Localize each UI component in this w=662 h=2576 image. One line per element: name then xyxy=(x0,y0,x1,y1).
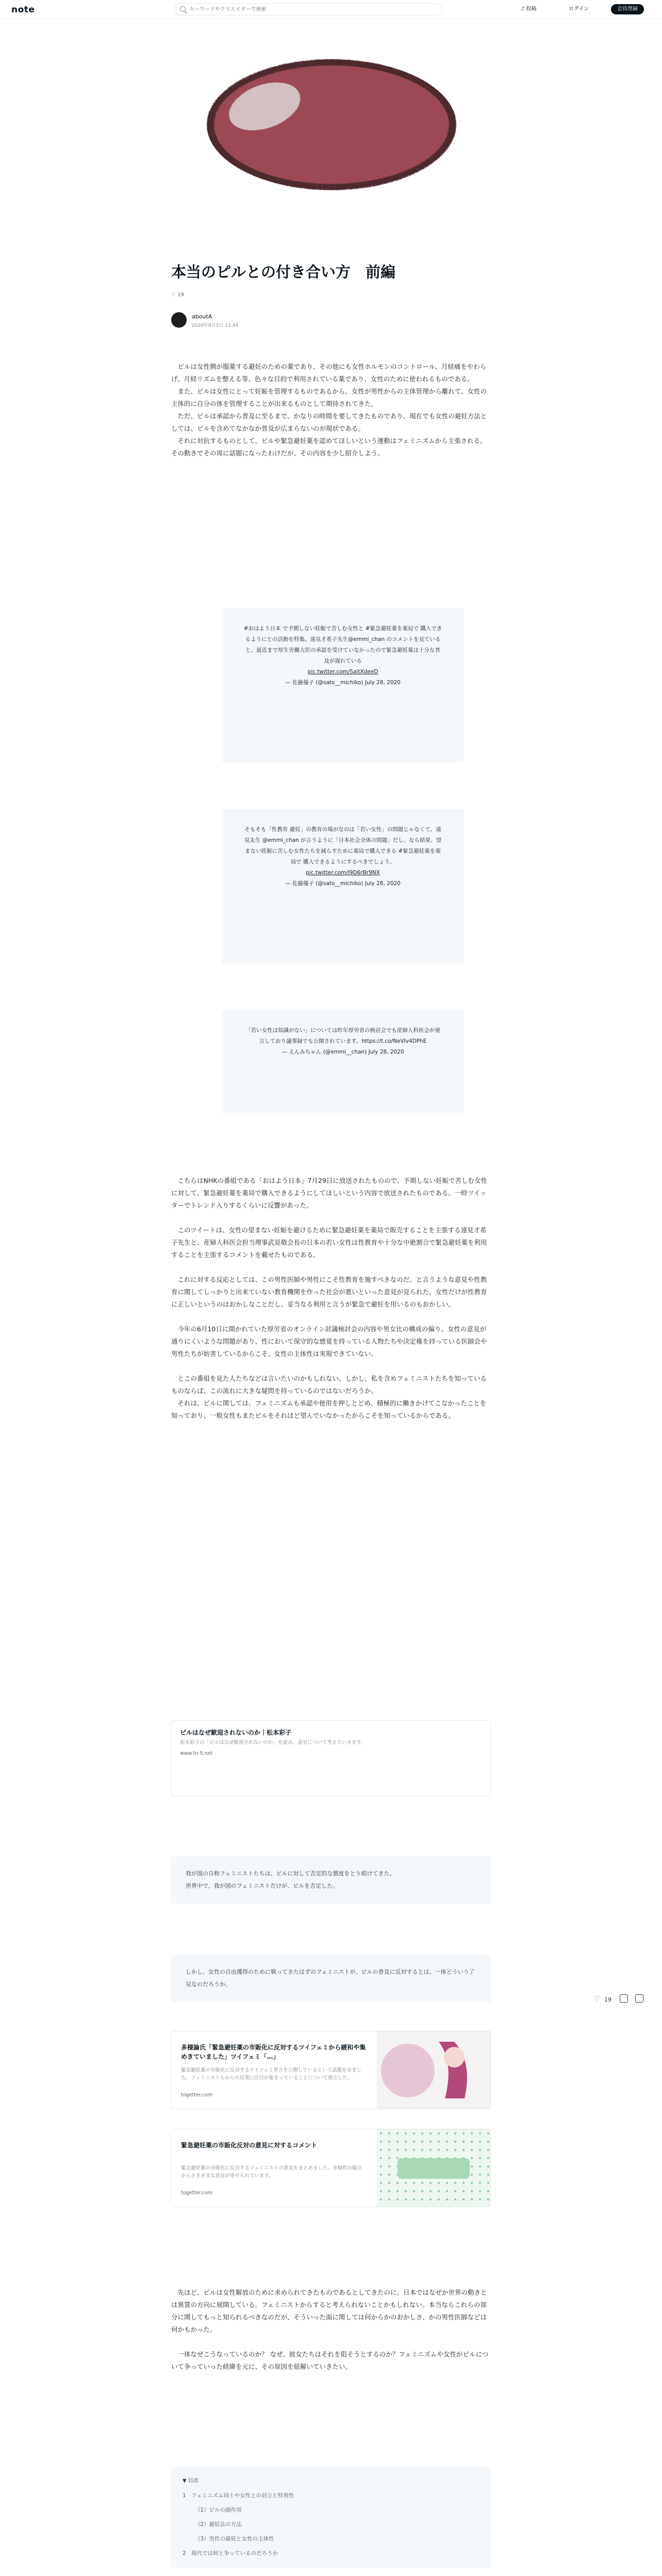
paragraph: 先ほど、ピルは女性解放のために求められてきたものであるとしてきたのに、日本ではなぜか世界の動きとは異質の方向に展開している。フェミニストからすると考えられないことかもしれない。本当ならこれらの部分に関してもっと知られるべきなのだが、そういった面に関しては何からかのおかしさ、かの男性医師などは何かもかった。 xyxy=(171,2289,487,2333)
like-count: 19 xyxy=(604,1996,611,2003)
card-desc: 緊急避妊薬の市販化に反対するフェミニストの意見をまとめました。多様性の観点からさまざまな意見が寄せられています。 xyxy=(181,2165,362,2179)
tweet-text: #おはよう日本 で予期しない妊娠で苦しむ女性と #緊急避妊薬を薬局で 購入できるようにとの活動を特集。遠見才希子先生@emmi_chan のコメントを見ていると、最近まで厚生労働大臣の承認を受けていなかったので緊急避妊薬は十分な普及が遅れている xyxy=(243,625,442,664)
card-url: www.tn-5.net xyxy=(180,1751,213,1756)
search-box[interactable] xyxy=(174,3,442,15)
toc-item[interactable]: 2 現代では何と争っているのだろうか xyxy=(183,2550,278,2556)
body-text xyxy=(171,2286,491,2373)
paragraph: これに対する反応としては、この男性医師や男性にこそ性教育を施すべきなのだ、と言うような意見や性教育に関してしっかりと出来ていない教育機関を作った社会が悪いといった意見が見られた。女性だけが性教育に正しいというのはおかしなことだし、妥当なる利用と言うが緊急で避妊を用いるのもおかしい。 xyxy=(171,1276,487,1308)
table-of-contents xyxy=(171,2467,491,2568)
more-icon[interactable] xyxy=(635,1994,643,2003)
publish-date: 2020年8月5日 12:44 xyxy=(192,323,239,328)
share-icon[interactable] xyxy=(620,1994,628,2003)
paragraph: 今年の6月10日に開かれていた厚労省のオンライン討議検討会の内容や男女比の構成の偏り、女性の意見が通りにくいような問題があり、性において保守的な感覚を持っている人物たちや決定権を持っている医師会や男性たちが妨害しているからこそ、女性の主体性は実現できていない。 xyxy=(171,1325,487,1358)
card-thumbnail xyxy=(377,2031,490,2109)
body-text xyxy=(171,1175,491,1422)
paragraph: それに対抗するものとして、ピルや緊急避妊薬を認めてほしいという運動はフェミニズムから主張される。その動きでその周に話題になったわけだが、その内容を少し紹介しよう。 xyxy=(171,437,487,457)
site-header xyxy=(0,0,662,19)
pill-illustration xyxy=(0,19,662,235)
link-card[interactable] xyxy=(171,2129,491,2207)
card-url: togetter.com xyxy=(181,2190,213,2196)
author-name[interactable]: aboutA xyxy=(192,313,212,320)
intro-text xyxy=(171,361,491,460)
like-count-top[interactable]: ♡ 19 xyxy=(171,292,184,298)
card-title: 多様論氏「緊急避妊薬の市販化に反対するツイフェミから緩和や集めきていました」ツイフェミ「…」 xyxy=(181,2044,366,2060)
note-logo[interactable]: note xyxy=(11,5,35,15)
paragraph: ただ、ピルは承認から普及に至るまで、かなりの時間を要してきたものであり、現在でも女性の避妊方法としては、ピルを含めてなかなか普及が広まらないのが現状である。 xyxy=(171,412,487,432)
avatar[interactable] xyxy=(171,312,187,328)
tweet-embed xyxy=(222,608,464,762)
link-card[interactable] xyxy=(171,1720,491,1797)
search-icon xyxy=(180,6,186,12)
paragraph: また、ピルは女性にとって妊娠を管理するものであるから、女性が男性からの主体管理から離れて、女性の主体的に自分の体を管理することが出来るものとして期待されてきた。 xyxy=(171,387,487,408)
card-title: 緊急避妊薬の市販化反対の意見に対するコメント xyxy=(181,2142,318,2149)
quote-block xyxy=(171,1955,491,2002)
card-title: ピルはなぜ歓迎されないのか｜松本彩子 xyxy=(180,1729,292,1736)
tweet-link[interactable]: pic.twitter.com/l9D6rBr9NX xyxy=(306,870,380,876)
heart-icon[interactable]: ♡ xyxy=(594,1995,601,2003)
tweet-link[interactable]: pic.twitter.com/SaitXdeeD xyxy=(307,669,378,675)
card-desc: 緊急避妊薬の市販化に反対するツイフェミ発言を公開しているという話題を見ました。フェミニストらからの反発に注目が集まっていることについて発言した。 xyxy=(181,2067,362,2081)
article-title: 本当のピルとの付き合い方 前編 xyxy=(171,263,396,281)
search-input[interactable] xyxy=(189,5,437,13)
post-button[interactable]: ♪ 投稿 xyxy=(521,6,537,12)
quote-text: 我が国の自称フェミニストたちは、ピルに対して否定的な態度をとり続けてきた。 xyxy=(186,1870,395,1877)
card-thumbnail xyxy=(377,2129,490,2207)
login-button[interactable]: ログイン xyxy=(569,6,589,12)
quote-block xyxy=(171,1856,491,1904)
signup-button[interactable]: 会員登録 xyxy=(611,4,644,14)
paragraph: このツイートは、女性の望まない妊娠を避けるために緊急避妊薬を薬局で販売することを主張する遠見才希子先生と、産婦人科医会担当理事武見敬会長の日本の若い女性は性教育や十分な中絶割合で緊急避妊薬を利用することを主張するコメントを載せたものである。 xyxy=(171,1226,487,1259)
quote-text: 世界中で、我が国のフェミニストだけが、ピルを否定した。 xyxy=(186,1883,339,1889)
paragraph: ピルは女性側が服薬する避妊のための薬であり、その他にも女性ホルモンのコントロール、月経痛をやわらげ、月経リズムを整える等、色々な目的で利用されている薬であり、女性のために使われるものである。 xyxy=(171,363,487,383)
tweet-embed xyxy=(222,1010,464,1113)
paragraph: それは、ピルに関しては、フェミニズムも承認や使用を押しとどめ、積極的に働きかけてこなかったことを知っており、一般女性もまたピルをそれほど望んでいなかったからこそを知っているからである。 xyxy=(171,1399,487,1419)
paragraph: 一体なぜこうなっているのか？ なぜ、彼女たちはそれを阻そうとするのか？フェミニズムや女性がピルについて争っていった経緯を元に、その原因を紐解いていきたい。 xyxy=(171,2350,489,2370)
toc-item[interactable]: （3）男性の避妊と女性の主体性 xyxy=(195,2536,274,2542)
tweet-text: そもそも「性教育 避妊」の教育の場がなのは「若い女性」の問題じゃなくて、遠見先生 @emmi_chan が言うように「日本社会全体の問題」だし、なら結果、望まない妊娠に苦しむ女性たちを減らすために薬局で購入できる #緊急避妊薬を薬局で 購入できるようにするべきでしょう。 xyxy=(244,826,442,865)
quote-text: しかし、女性の自由獲得のために戦ってきたはずのフェミニストが、ピルの普及に反対するとは、一体どういう了見なのだろうか。 xyxy=(186,1969,475,1988)
tweet-sign: — えんみちゃん (@emmi__chan) July 28, 2020 xyxy=(282,1049,404,1055)
paragraph: こちらはNHKの番組である「おはよう日本」7月29日に放送されたものので、予期しない妊娠で苦しむ女性に対して、緊急避妊薬を薬局で購入できるようにしてほしいという内容で放送されたものである。一時ツイッターでトレンド入りするくらいに反響があった。 xyxy=(171,1177,488,1209)
toc-item[interactable]: 1 フェミニズム同士や女性との対立と特異性 xyxy=(183,2493,294,2499)
card-url: togetter.com xyxy=(181,2092,213,2098)
tweet-sign: — 佐藤優子 (@sato__michiko) July 28, 2020 xyxy=(285,680,401,686)
paragraph: とこの番組を見た人たちなどは言いたいのかもしれない。しかし、私を含めフェミニストたちを知っているものならば、この流れに大きな疑問を持っているのではないだろうか。 xyxy=(171,1375,487,1395)
hero-image xyxy=(0,19,662,235)
toc-item[interactable]: （1）ピルの副作用 xyxy=(195,2507,242,2513)
tweet-sign: — 佐藤優子 (@sato__michiko) July 28, 2020 xyxy=(285,880,401,887)
tweet-text: 「若い女性は知識がない」については昨年厚労省の検討会でも産婦人科医会が発言しており議事録でも公開されています。https://t.co/NeVIv4DPhE xyxy=(245,1027,440,1044)
card-desc: 松本彩子の「ピルはなぜ歓迎されないのか」を読み、意見について考えていきます。 xyxy=(180,1740,366,1745)
link-card[interactable] xyxy=(171,2031,491,2109)
toc-item[interactable]: （2）避妊法の方法 xyxy=(195,2521,242,2528)
toc-heading[interactable]: ▼ 目次 xyxy=(183,2478,198,2484)
tweet-embed xyxy=(222,809,464,963)
